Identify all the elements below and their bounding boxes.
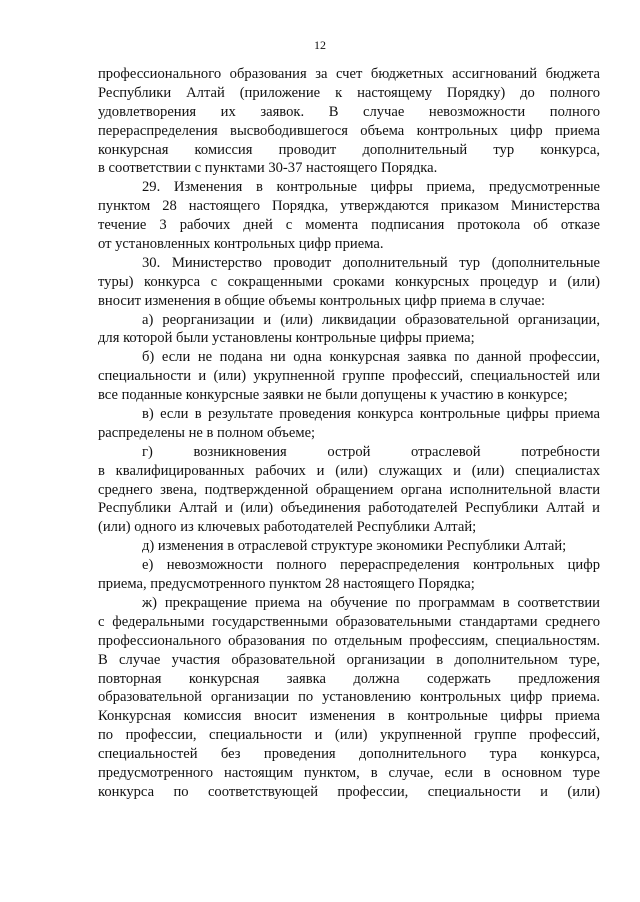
text-line: образовательной организации по установлению контрольных цифр приема. <box>98 689 600 706</box>
text-line: специальности и (или) укрупненной группе профессий, специальностей или <box>98 368 600 385</box>
text-line: распределены не в полном объеме; <box>98 424 316 441</box>
text-line: удовлетворения их заявок. В случае невозможности полного <box>98 103 600 120</box>
text-line: в квалифицированных рабочих и (или) служащих и (или) специалистах <box>98 462 600 479</box>
text-line: (или) одного из ключевых работодателей Республики Алтай; <box>98 519 477 536</box>
text-line: В случае участия образовательной организации в дополнительном туре, <box>98 651 600 668</box>
text-line: повторная конкурсная заявка должна содержать предложения <box>98 670 600 687</box>
text-line: конкурса по соответствующей профессии, специальности и (или) <box>98 783 600 800</box>
text-line: вносит изменения в общие объемы контрольных цифр приема в случае: <box>98 292 546 309</box>
text-line: профессионального образования по отдельным профессиям, специальностям. <box>98 632 600 649</box>
text-line: предусмотренного настоящим пунктом, в случае, если в основном туре <box>98 764 600 781</box>
document-body <box>98 65 600 802</box>
text-line: перераспределения высвободившегося объема контрольных цифр приема <box>98 122 600 139</box>
text-line: среднего звена, подтвержденной обращением органа исполнительной власти <box>98 481 600 498</box>
page-number: 12 <box>314 38 326 52</box>
text-line: туры) конкурса с сокращенными сроками конкурсных процедур и (или) <box>98 273 600 290</box>
text-line: от установленных контрольных цифр приема. <box>98 236 384 253</box>
text-line: Республики Алтай (приложение к настоящему Порядку) до полного <box>98 84 600 101</box>
text-line: б) если не подана ни одна конкурсная заявка по данной профессии, <box>142 349 600 366</box>
text-line: д) изменения в отраслевой структуре экономики Республики Алтай; <box>142 538 567 555</box>
text-line: специальностей без проведения дополнительного тура конкурса, <box>98 746 600 763</box>
text-line: пунктом 28 настоящего Порядка, утверждаются приказом Министерства <box>98 198 600 215</box>
text-line: Конкурсная комиссия вносит изменения в контрольные цифры приема <box>98 708 600 725</box>
text-line: течение 3 рабочих дней с момента подписания протокола об отказе <box>98 217 600 234</box>
text-line: в соответствии с пунктами 30-37 настоящего Порядка. <box>98 160 438 177</box>
text-line: с федеральными государственными образовательными стандартами среднего <box>98 613 600 630</box>
text-line: приема, предусмотренного пунктом 28 настоящего Порядка; <box>98 576 475 593</box>
text-line: 30. Министерство проводит дополнительный тур (дополнительные <box>142 254 600 271</box>
text-line: а) реорганизации и (или) ликвидации образовательной организации, <box>142 311 600 328</box>
text-line: Республики Алтай и (или) объединения работодателей Республики Алтай и <box>98 500 600 517</box>
text-line: для которой были установлены контрольные цифры приема; <box>98 330 475 347</box>
text-line: по профессии, специальности и (или) укрупненной группе профессий, <box>98 727 600 744</box>
text-line: все поданные конкурсные заявки не были допущены к участию в конкурсе; <box>98 387 568 404</box>
text-line: ж) прекращение приема на обучение по программам в соответствии <box>142 594 600 611</box>
text-line: в) если в результате проведения конкурса контрольные цифры приема <box>142 406 600 423</box>
text-line: 29. Изменения в контрольные цифры приема, предусмотренные <box>142 179 600 196</box>
text-line: конкурсная комиссия проводит дополнительный тур конкурса, <box>98 141 600 158</box>
text-line: е) невозможности полного перераспределения контрольных цифр <box>142 557 600 574</box>
text-line: профессионального образования за счет бюджетных ассигнований бюджета <box>98 66 600 82</box>
text-line: г) возникновения острой отраслевой потребности <box>142 443 600 460</box>
